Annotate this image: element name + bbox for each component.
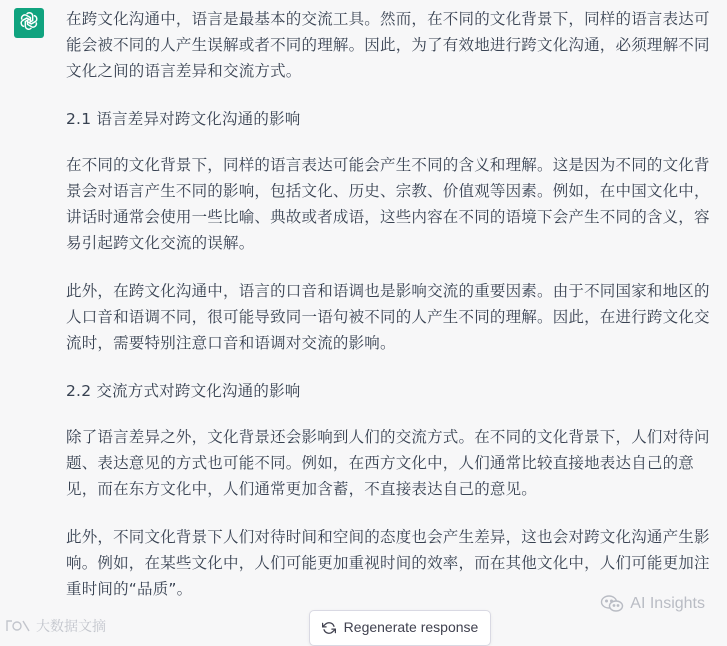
section-heading: 2.1 语言差异对跨文化沟通的影响 [66,110,301,128]
refresh-icon [322,621,336,635]
assistant-message [66,6,714,624]
watermark-left [4,616,106,636]
watermark-right [600,594,705,614]
regenerate-response-button[interactable] [309,610,491,646]
regenerate-label: Regenerate response [343,619,479,635]
message-paragraph: 除了语言差异之外，文化背景还会影响到人们的交流方式。在不同的文化背景下，人们对待问题、表达意见的方式也可能不同。例如，在西方文化中，人们通常比较直接地表达自己的意见，而在东方文化中，人们通常更加含蓄，不直接表达自己的意见。 [66,428,710,498]
watermark-left-text: 大数据文摘 [36,619,106,635]
watermark-right-text: AI Insights [630,595,705,612]
message-paragraph: 此外，在跨文化沟通中，语言的口音和语调也是影响交流的重要因素。由于不同国家和地区的人口音和语调不同，很可能导致同一语句被不同的人产生不同的理解。因此，在进行跨文化交流时，需要特别注意口音和语调对交流的影响。 [66,282,710,352]
message-paragraph: 此外，不同文化背景下人们对待时间和空间的态度也会产生差异，这也会对跨文化沟通产生影响。例如，在某些文化中，人们可能更加重视时间的效率，而在其他文化中，人们可能更加注重时间的“品质”。 [66,528,710,598]
message-paragraph: 在不同的文化背景下，同样的语言表达可能会产生不同的含义和理解。这是因为不同的文化背景会对语言产生不同的影响，包括文化、历史、宗教、价值观等因素。例如，在中国文化中，讲话时通常会使用一些比喻、典故或者成语，这些内容在不同的语境下会产生不同的含义，容易引起跨文化交流的误解。 [66,156,710,252]
assistant-avatar [14,8,44,38]
openai-logo-icon [18,10,40,36]
wechat-icon [600,594,624,614]
section-heading: 2.2 交流方式对跨文化沟通的影响 [66,382,301,400]
logo-icon [4,618,32,634]
message-paragraph: 在跨文化沟通中，语言是最基本的交流工具。然而，在不同的文化背景下，同样的语言表达可能会被不同的人产生误解或者不同的理解。因此，为了有效地进行跨文化沟通，必须理解不同文化之间的语言差异和交流方式。 [66,10,710,80]
